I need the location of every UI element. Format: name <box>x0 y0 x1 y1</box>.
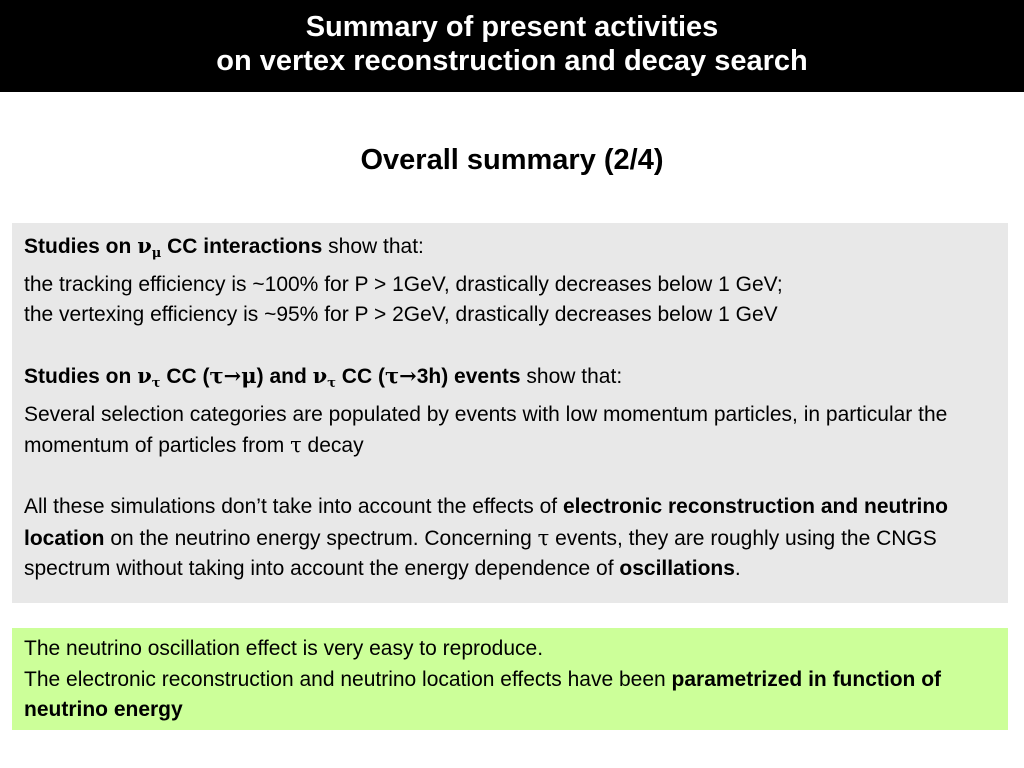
show-that-text: show that: <box>322 235 424 258</box>
tau-symbol: τ <box>290 433 302 457</box>
numu-cc-paragraph <box>24 231 996 331</box>
mu-symbol: μ <box>241 363 257 388</box>
oscillations-bold: oscillations <box>619 557 735 580</box>
simulations-text-3: events, they are roughly using the CNGS spectrum without taking into account the energy dependence of <box>24 526 937 580</box>
period-text: . <box>734 557 741 580</box>
vertexing-efficiency-text: the vertexing efficiency is ~95% for P > 2GeV, drastically decreases below 1 GeV <box>24 303 778 326</box>
tau-symbol: τ <box>537 525 550 550</box>
slide-title-line-1: Summary of present activities <box>305 11 719 43</box>
slide-subtitle: Overall summary (2/4) <box>360 144 664 176</box>
show-that-text: show that: <box>520 365 623 388</box>
arrow-symbol: → <box>399 363 417 388</box>
selection-categories-text: Several selection categories are populated by events with low momentum particles, in particular the momentum of particles from <box>24 402 948 457</box>
conclusion-paragraph <box>24 634 996 726</box>
simulations-text-1: All these simulations don’t take into account the effects of <box>24 495 563 518</box>
cc-open-label: CC ( <box>335 365 385 388</box>
simulations-paragraph <box>24 492 996 585</box>
tau-symbol: τ <box>384 363 400 388</box>
nu-symbol: ν <box>312 363 328 388</box>
studies-on-label: Studies on <box>24 235 138 258</box>
electronic-reconstruction-bold: electronic reconstruction and neutrino location <box>24 495 948 550</box>
decay-text: decay <box>301 434 364 457</box>
location-effects-text: The electronic reconstruction and neutrino location effects have been <box>24 667 672 691</box>
mu-subscript: μ <box>151 246 162 261</box>
nu-symbol: ν <box>137 233 152 258</box>
and-label: ) and <box>256 365 313 388</box>
studies-on-label: Studies on <box>24 365 138 388</box>
simulations-text-2: on the neutrino energy spectrum. Concerning <box>104 526 538 550</box>
nu-symbol: ν <box>137 363 152 388</box>
oscillation-effect-text: The neutrino oscillation effect is very easy to reproduce. <box>24 637 544 660</box>
tau-subscript: τ <box>327 376 336 391</box>
tau-subscript: τ <box>151 376 161 391</box>
cc-interactions-label: CC interactions <box>161 235 323 258</box>
numu-heading <box>24 233 323 261</box>
slide-title-bar <box>0 0 1024 92</box>
cc-open-label: CC ( <box>160 365 210 388</box>
tau-symbol: τ <box>209 363 224 388</box>
nutau-heading <box>24 363 521 391</box>
tracking-efficiency-text: the tracking efficiency is ~100% for P > 1GeV, drastically decreases below 1 GeV; <box>24 272 783 296</box>
arrow-symbol: → <box>223 363 242 388</box>
conclusion-box <box>12 628 1008 730</box>
studies-summary-box <box>12 223 1008 603</box>
nutau-cc-paragraph <box>24 361 996 462</box>
slide-title-line-2: on vertex reconstruction and decay search <box>216 45 808 77</box>
three-h-events-label: 3h) events <box>416 365 521 388</box>
parametrized-bold: parametrized in function of neutrino energy <box>24 667 942 721</box>
